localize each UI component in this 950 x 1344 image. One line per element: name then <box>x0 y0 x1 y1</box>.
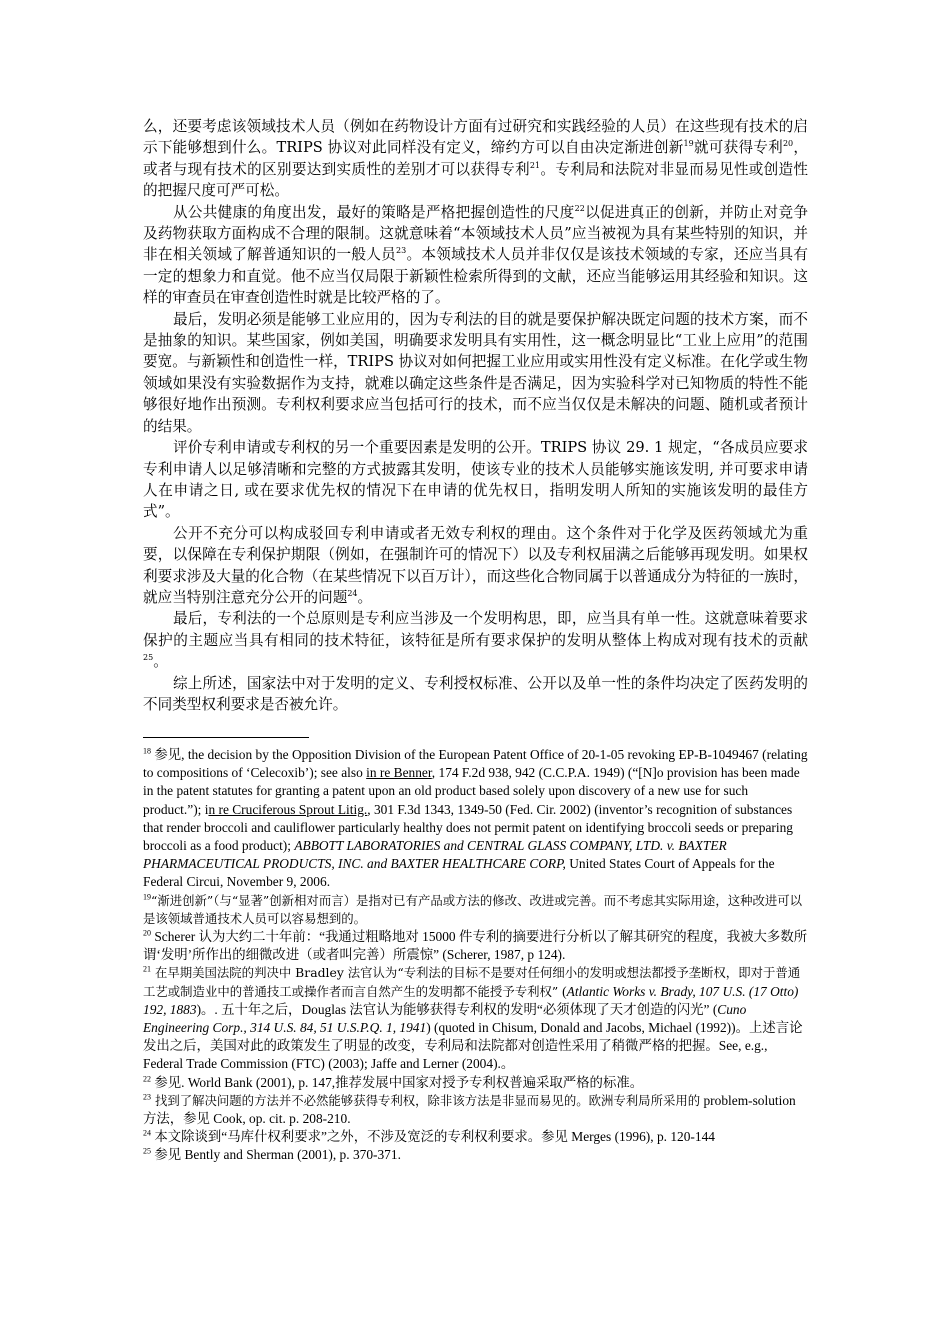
paragraph-text: 公开不充分可以构成驳回专利申请或者无效专利权的理由。这个条件对于化学及医药领域尤为重要，以保障在专利保护期限（例如，在强制许可的情况下）以及专利权届满之后能够再现发明。如果权利要求涉及大量的化合物（在某些情况下以百万计），而这些化合物同属于以普通成分为特征的一族时，就应当特别注意充分公开的问题 <box>143 524 808 606</box>
footnote-text: United States Court of Appeals for the Federal Circui, November 9, 2006. <box>143 856 775 890</box>
footnote-number: 21 <box>143 964 151 974</box>
footnote-number: 22 <box>143 1074 151 1084</box>
footnote-ref: 24 <box>347 589 358 599</box>
footnote-ref: 19 <box>683 139 694 149</box>
footnote-ref: 21 <box>529 160 541 170</box>
paragraph-text: 最后，发明必须是能够工业应用的，因为专利法的目的就是要保护解决既定问题的技术方案，而不是抽象的知识。某些国家，例如美国，明确要求发明具有实用性，这一概念明显比“工业上应用”的范围要宽。与新颖性和创造性一样，TRIPS 协议对如何把握工业应用或实用性没有定义标准。在化学或生物领域如果没有实验数据作为支持，就难以确定这些条件是否满足，因为实验科学对已知物质的特性不能够很好地作出预测。专利权利要求应当包括可行的技术，而不应当仅仅是未解决的问题、随机或者预计的结果。 <box>143 310 808 435</box>
footnote-text: Cuno Engineering Corp., 314 U.S. 84, 51 U.S.P.Q. 1, 1941 <box>143 1001 747 1036</box>
footnote-text: “渐进创新”（与“显著”创新相对而言）是指对已有产品或方法的修改、改进或完善。而不考虑其实际用途，这种改进可以是该领域普通技术人员可以容易想到的。 <box>143 892 803 926</box>
paragraph-text: 综上所述，国家法中对于发明的定义、专利授权标准、公开以及单一性的条件均决定了医药发明的不同类型权利要求是否被允许。 <box>143 674 808 713</box>
footnote-number: 25 <box>143 1147 151 1156</box>
paragraph-p7 <box>143 673 808 716</box>
paragraph-text: 。 <box>357 588 373 606</box>
footnote-text: problem-solution 方法，参见 Cook, op. cit. p. 208-210. <box>143 1092 796 1127</box>
footnote-ref: 22 <box>574 203 585 213</box>
paragraph-text: 以促进真正的创新，并防止对竞争及药物获取方面构成不合理的限制。这就意味着“本领域技术人员”应当被视为具有某些特别的知识，并非在相关领域了解普通知识的一般人员 <box>143 203 808 264</box>
footnote-number: 24 <box>143 1128 151 1138</box>
footnote-ref: 20 <box>782 139 794 149</box>
footnote-text: 参见 Bently and Sherman (2001), p. 370-371. <box>151 1147 401 1163</box>
footnote-text: n re Cruciferous Sprout Litig. <box>208 801 368 817</box>
paragraph-text: 评价专利申请或专利权的另一个重要因素是发明的公开。TRIPS 协议 29. 1 规定，“各成员应要求专利申请人以足够清晰和完整的方式披露其发明，使该专业的技术人员能够实施该发明, 并可要求申请人在申请之日, 或在要求优先权的情况下在申请的优先权日，指明发明人所知的实施该发明的最佳方式”。 <box>143 439 808 521</box>
footnote-20 <box>143 928 808 964</box>
footnote-text: Atlantic Works v. Brady, 107 U.S. (17 Otto) 192, 1883 <box>143 983 799 1017</box>
paragraph-p5 <box>143 523 808 609</box>
footnote-text: ABBOTT LABORATORIES and CENTRAL GLASS COMPANY, LTD. v. BAXTER PHARMACEUTICAL PRODUCTS, INC. and BAXTER HEALTHCARE CORP, <box>143 838 727 872</box>
footnote-text: 参见, the decision by the Opposition Division of the European Patent Office of 20-1-05 revoking EP-B-1049467 (relating to compositions of ‘Celecoxib’); see also <box>143 747 808 781</box>
footnote-separator <box>143 737 309 738</box>
footnote-text: 参见. World Bank (2001), p. 147,推荐发展中国家对授予专利权普遍采取严格的标准。 <box>151 1074 644 1090</box>
paragraph-p3 <box>143 309 808 437</box>
paragraph-text: 么，还要考虑该领域技术人员（例如在药物设计方面有过研究和实践经验的人员）在这些现有技术的启示下能够想到什么。TRIPS 协议对此同样没有定义，缔约方可以自由决定渐进创新 <box>143 118 808 157</box>
footnote-19 <box>143 892 808 928</box>
paragraph-text: 。 <box>153 653 168 671</box>
footnote-text: 找到了解决问题的方法并不必然能够获得专利权，除非该方法是非显而易见的。欧洲专利局所采用的 <box>151 1092 701 1108</box>
footnote-text: , 174 F.2d 938, 942 (C.C.P.A. 1949) (“[N]o provision has been made in the patent statutes for granting a patent upon an old product based solely upon discovery of a new use for such product.”); i <box>143 765 800 817</box>
paragraph-text: 最后，专利法的一个总原则是专利应当涉及一个发明构思，即，应当具有单一性。这就意味着要求保护的主题应当具有相同的技术特征，该特征是所有要求保护的发明从整体上构成对现有技术的贡献 <box>143 610 808 649</box>
footnote-number: 23 <box>143 1092 151 1102</box>
footnote-ref: 25 <box>143 653 154 663</box>
footnote-text: 本文除谈到“马库什权利要求”之外，不涉及宽泛的专利权利要求。参见 Merges (1996), p. 120-144 <box>151 1129 715 1145</box>
main-text <box>143 116 808 715</box>
footnote-text: ) (quoted in Chisum, Donald and Jacobs, Michael (1992))。上述言论发出之后，美国对此的政策发生了明显的改变，专利局和法院都对创造性采用了稍微严格的把握。See, e.g., Federal Trade Commission (FTC) (2003); Jaffe and Lerner (2004).。 <box>143 1020 803 1072</box>
footnote-25 <box>143 1146 808 1164</box>
footnote-text: , 301 F.3d 1343, 1349-50 (Fed. Cir. 2002) (inventor’s recognition of substances that render broccoli and cauliflower particularly healthy does not permit patent on identifying broccoli seeds or preparing broccoli as a food product); <box>143 801 793 854</box>
paragraph-p2 <box>143 202 808 309</box>
footnote-text: 在早期美国法院的判决中 Bradley 法官认为“专利法的目标不是要对任何细小的发明或想法都授予垄断权，即对于普通工艺或制造业中的普通技工或操作者而言自然产生的发明都不能授予专利权” <box>143 965 801 999</box>
footnotes <box>143 746 808 1165</box>
paragraph-text: 从公共健康的角度出发，最好的策略是严格把握创造性的尺度 <box>173 203 575 221</box>
paragraph-text: 。专利局和法院对非显而易见性或创造性的把握尺度可严可松。 <box>143 160 808 200</box>
footnote-text: in re Benner <box>366 765 432 781</box>
paragraph-p4 <box>143 437 808 523</box>
paragraph-p1 <box>143 116 808 202</box>
paragraph-text: 就可获得专利 <box>693 139 783 157</box>
footnote-23 <box>143 1092 808 1128</box>
footnote-24 <box>143 1128 808 1146</box>
footnote-text: )。. 五十年之后，Douglas 法官认为能够获得专利权的发明“必须体现了天才创造的闪光” ( <box>196 1001 718 1017</box>
footnote-number: 18 <box>143 746 151 756</box>
footnote-text: Scherer 认为大约二十年前：“我通过粗略地对 15000 件专利的摘要进行分析以了解其研究的程度，我被大多数所谓‘发明’所作出的细微改进（或者叫完善）所震惊” (Scherer, 1987, p 124). <box>143 929 808 963</box>
footnote-21 <box>143 964 808 1073</box>
footnote-22 <box>143 1074 808 1092</box>
paragraph-p6 <box>143 608 808 672</box>
paragraph-text: 。本领域技术人员并非仅仅是该技术领域的专家，还应当具有一定的想象力和直觉。他不应当仅局限于新颖性检索所得到的文献，还应当能够运用其经验和知识。这样的审查员在审查创造性时就是比较严格的了。 <box>143 246 808 307</box>
footnote-18 <box>143 746 808 892</box>
paragraph-text: ，或者与现有技术的区别要达到实质性的差别才可以获得专利 <box>143 139 808 178</box>
footnote-number: 20 <box>143 928 151 938</box>
footnote-ref: 23 <box>396 246 407 256</box>
footnote-text: ( <box>562 983 567 999</box>
footnote-number: 19 <box>143 892 151 902</box>
